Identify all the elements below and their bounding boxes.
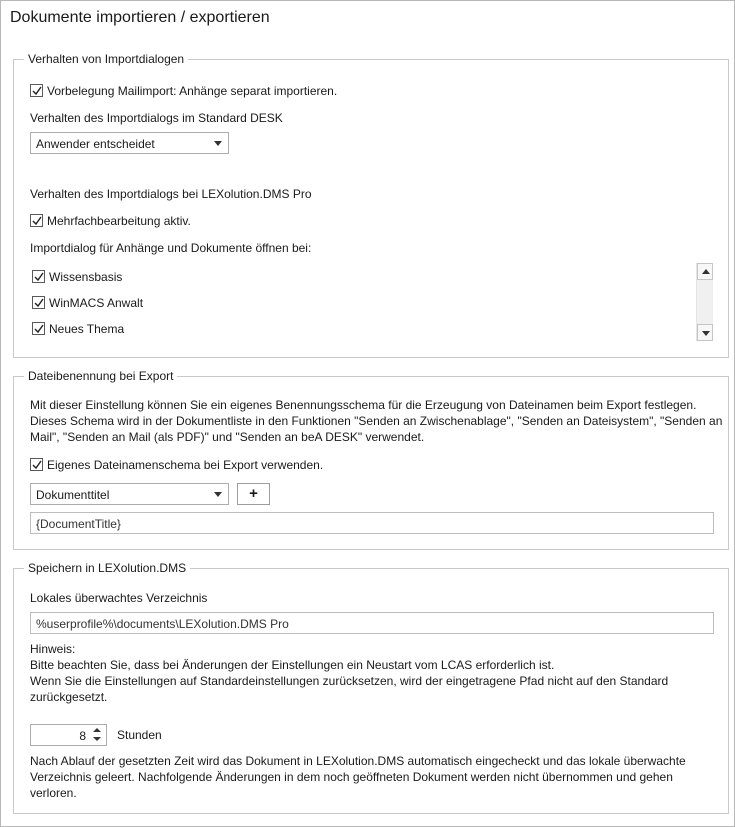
- spin-up-button[interactable]: [91, 726, 103, 735]
- arrow-up-icon: [702, 269, 710, 274]
- hours-spinner[interactable]: [30, 724, 107, 746]
- export-group-title: Dateibenennung bei Export: [24, 369, 177, 383]
- desk-heading: Verhalten des Importdialogs im Standard DESK: [30, 111, 283, 125]
- export-description-line: Mail", "Senden an Mail (als PDF)" und "Senden an beA DESK" verwendet.: [30, 430, 425, 444]
- vertical-scrollbar[interactable]: [696, 263, 713, 341]
- desk-behavior-value: Anwender entscheidet: [36, 137, 155, 151]
- hint-line: zurückgesetzt.: [30, 690, 108, 704]
- open-dialog-heading: Importdialog für Anhänge und Dokumente öffnen bei:: [30, 241, 312, 255]
- footer-line: Verzeichnis geleert. Nachfolgende Änderungen in dem noch geöffneten Dokument werden nicht übernommen und gehen: [30, 770, 673, 784]
- neues-thema-checkbox[interactable]: [32, 322, 45, 335]
- winmacs-checkbox[interactable]: [32, 296, 45, 309]
- footer-line: verloren.: [30, 786, 77, 800]
- chevron-down-icon: [214, 141, 222, 146]
- hint-line: Wenn Sie die Einstellungen auf Standardeinstellungen zurücksetzen, wird der eingetragene Pfad nicht auf den Standard: [30, 674, 669, 688]
- export-naming-group: [13, 369, 729, 550]
- arrow-up-icon: [93, 728, 101, 732]
- add-field-button[interactable]: +: [237, 483, 270, 505]
- hint-text: [30, 641, 726, 705]
- save-group-title: Speichern in LEXolution.DMS: [24, 561, 190, 575]
- chevron-down-icon: [214, 492, 222, 497]
- hint-line: Hinweis:: [30, 642, 76, 656]
- schema-input[interactable]: [30, 512, 714, 534]
- schema-checkbox[interactable]: [30, 458, 43, 471]
- save-dms-group: [13, 561, 729, 814]
- hours-value: 8: [79, 729, 86, 743]
- list-item-label[interactable]: WinMACS Anwalt: [49, 296, 144, 310]
- multi-edit-checkbox[interactable]: [30, 214, 43, 227]
- export-description-line: Dieses Schema wird in der Dokumentliste in den Funktionen "Senden an Zwischenablage", "Senden an Dateisystem", "Senden an: [30, 414, 723, 428]
- import-group-title: Verhalten von Importdialogen: [24, 52, 188, 66]
- schema-input-value: {DocumentTitle}: [36, 517, 121, 531]
- spin-down-button[interactable]: [91, 735, 103, 744]
- desk-behavior-select[interactable]: [30, 132, 229, 154]
- arrow-down-icon: [702, 331, 710, 336]
- field-select-value: Dokumenttitel: [36, 488, 110, 502]
- field-select[interactable]: [30, 483, 229, 505]
- schema-checkbox-label[interactable]: Eigenes Dateinamenschema bei Export verwenden.: [47, 458, 324, 472]
- scroll-up-button[interactable]: [697, 263, 713, 280]
- export-description-line: Mit dieser Einstellung können Sie ein eigenes Benennungsschema für die Erzeugung von Dateinamen beim Export festlegen.: [30, 398, 697, 412]
- hint-line: Bitte beachten Sie, dass bei Änderungen der Einstellungen ein Neustart vom LCAS erforderlich ist.: [30, 658, 555, 672]
- mail-import-label[interactable]: Vorbelegung Mailimport: Anhänge separat importieren.: [47, 84, 338, 98]
- hours-unit-label: Stunden: [117, 728, 162, 742]
- dir-label: Lokales überwachtes Verzeichnis: [30, 591, 208, 605]
- import-behavior-group: [13, 52, 729, 358]
- directory-input-value: %userprofile%\documents\LEXolution.DMS Pro: [36, 617, 289, 631]
- list-item-label[interactable]: Wissensbasis: [49, 270, 123, 284]
- footer-text: [30, 753, 726, 801]
- arrow-down-icon: [93, 737, 101, 741]
- page-title: Dokumente importieren / exportieren: [10, 9, 270, 26]
- mail-import-checkbox[interactable]: [30, 84, 43, 97]
- export-description: [30, 397, 726, 445]
- open-dialog-list: [30, 263, 713, 341]
- directory-input[interactable]: [30, 612, 714, 634]
- list-item-label[interactable]: Neues Thema: [49, 322, 125, 336]
- scroll-down-button[interactable]: [697, 324, 713, 341]
- multi-edit-label[interactable]: Mehrfachbearbeitung aktiv.: [47, 214, 191, 228]
- footer-line: Nach Ablauf der gesetzten Zeit wird das Dokument in LEXolution.DMS automatisch eingecheckt und das lokale überwachte: [30, 754, 686, 768]
- wissensbasis-checkbox[interactable]: [32, 270, 45, 283]
- dms-heading: Verhalten des Importdialogs bei LEXolution.DMS Pro: [30, 187, 312, 201]
